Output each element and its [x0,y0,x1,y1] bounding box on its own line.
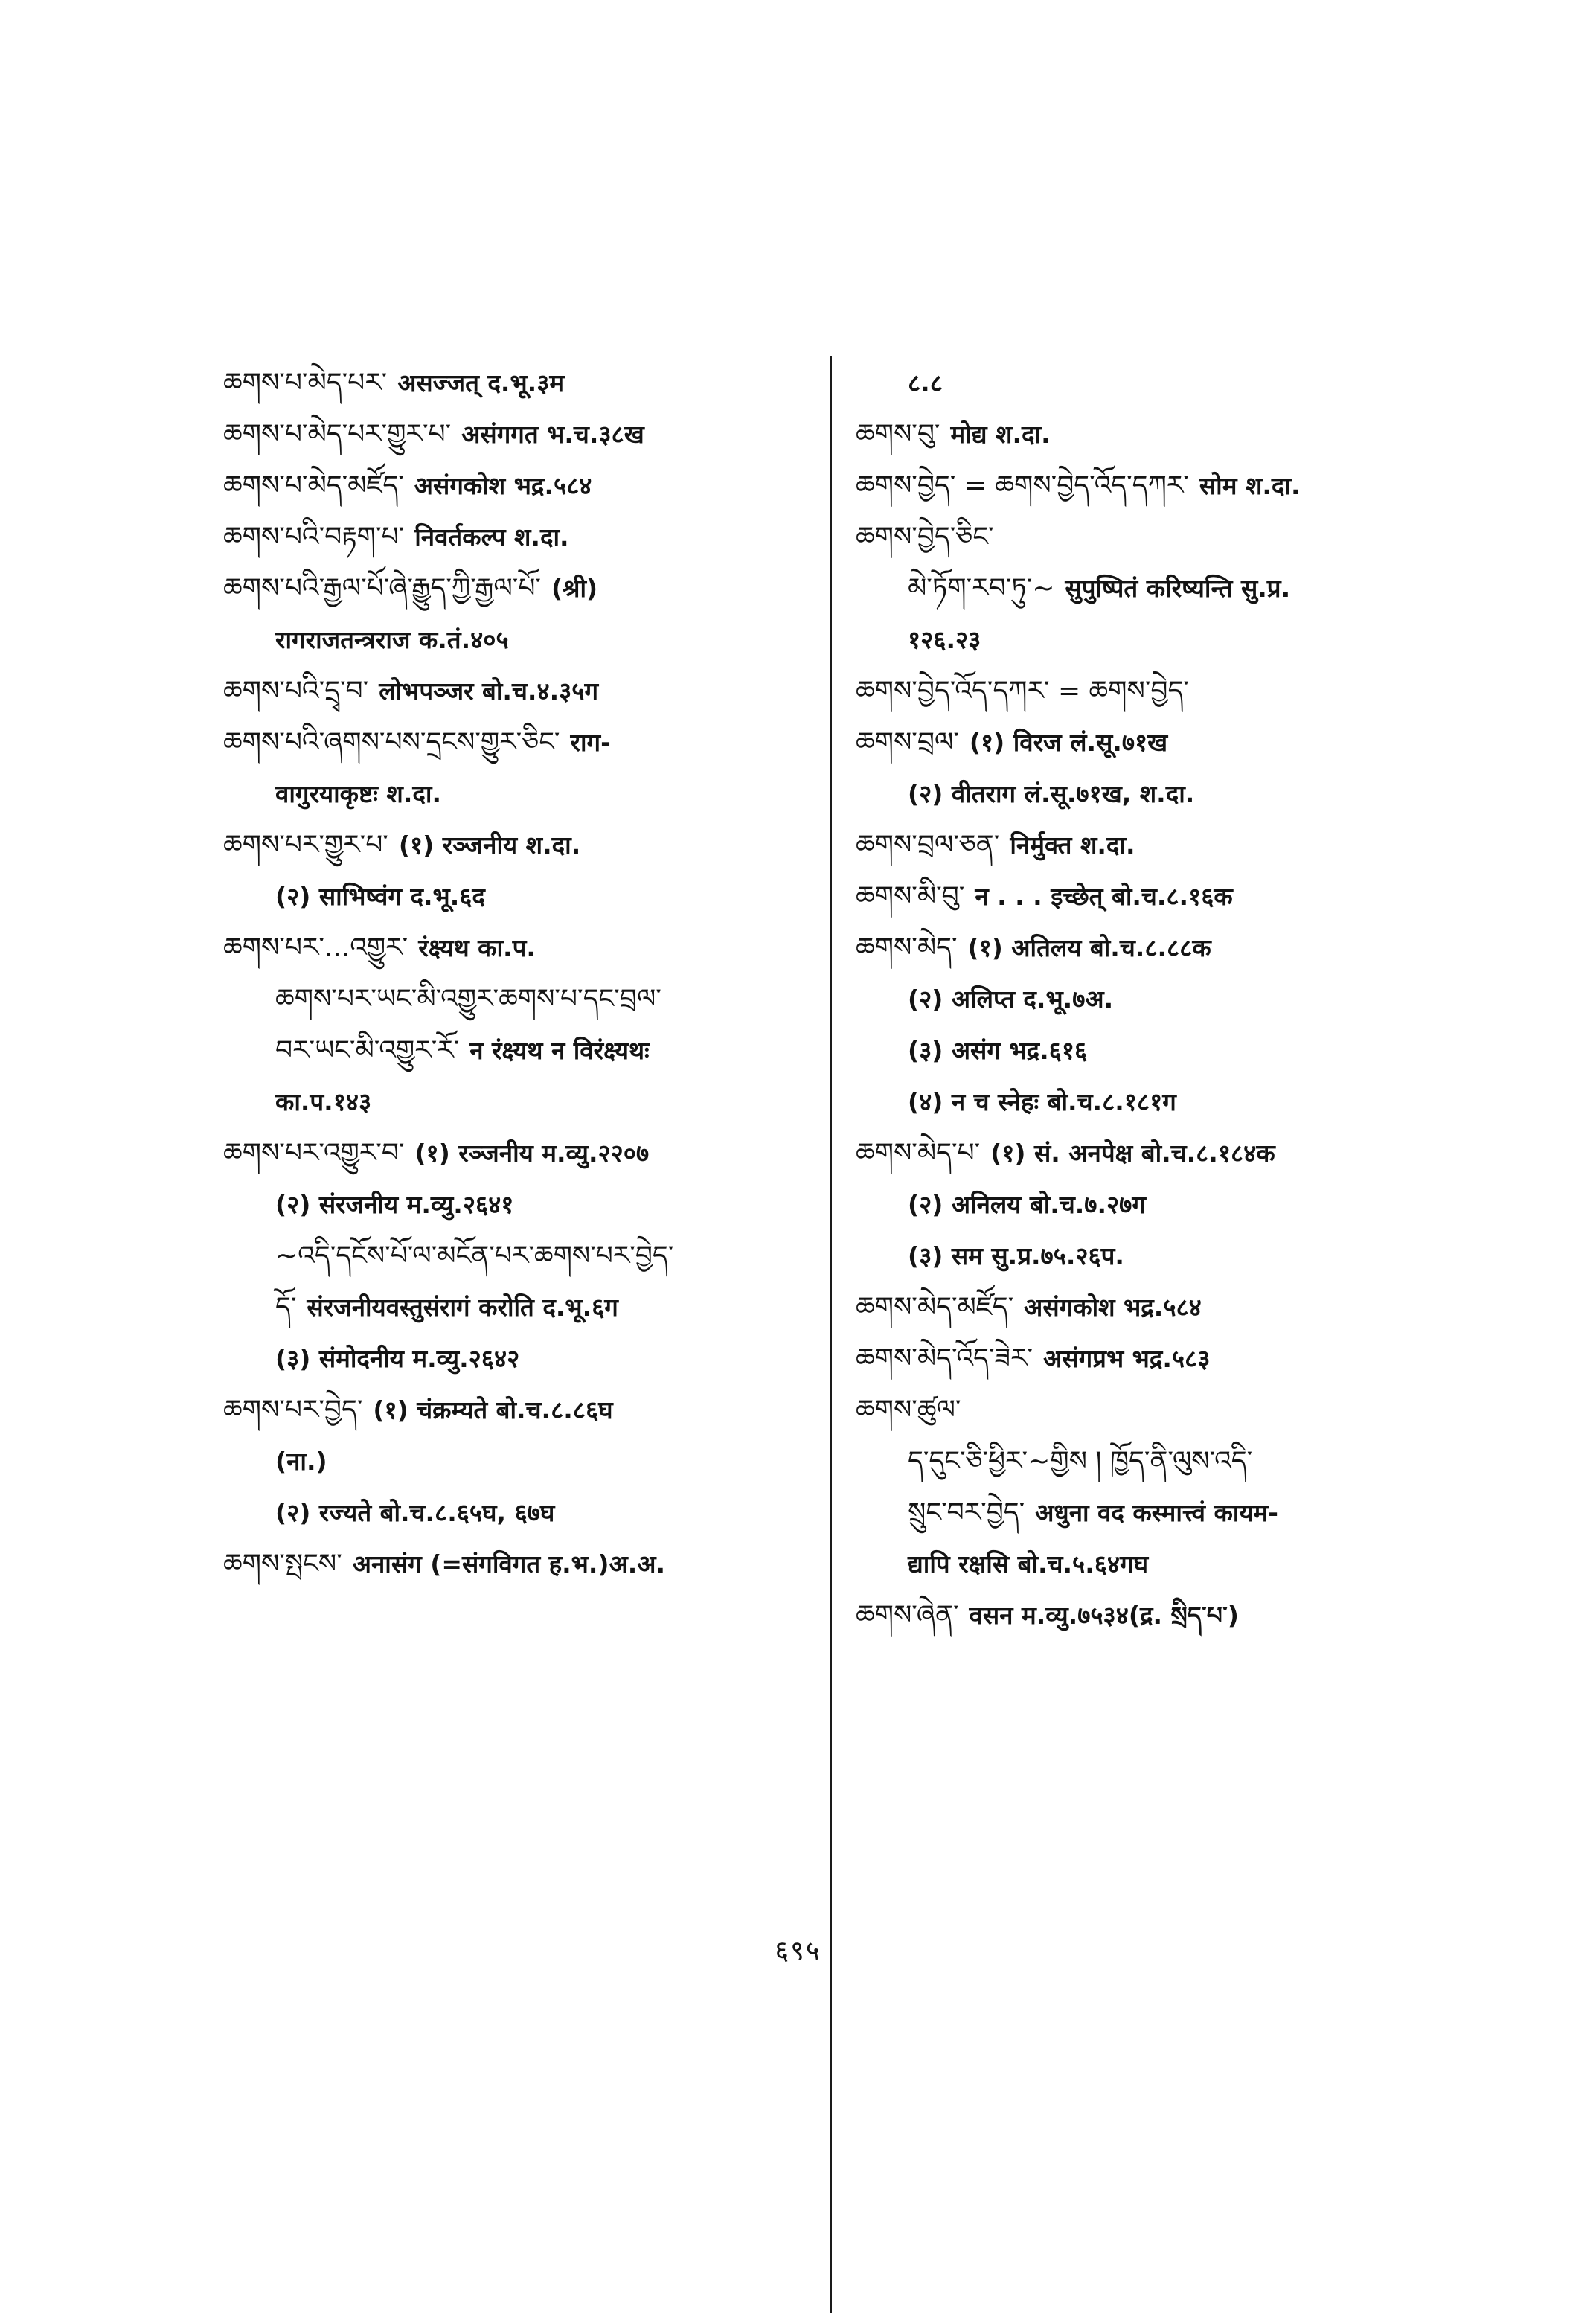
sanskrit-equivalent: न . . . इच्छेत् बो.च.८.१६क [975,882,1233,911]
entry-line [856,1025,1473,1076]
sanskrit-equivalent: (१) विरज लं.सू.७१ख [969,728,1168,757]
sanskrit-equivalent: (२) साभिष्वंग द.भू.६द [275,882,485,911]
left-column [223,357,848,1590]
entry-line [223,1025,848,1076]
entry-line [223,922,848,973]
sanskrit-equivalent: १२६.२३ [908,625,981,654]
entry-line [223,1076,848,1127]
entry-line [223,1487,848,1538]
tibetan-headword: ཆགས་མེད་འོད་ཟེར་ [856,1343,1033,1374]
entry-line [856,768,1473,819]
entry-line [223,973,848,1025]
sanskrit-equivalent: असज्जत् द.भू.३म [397,368,565,397]
tibetan-headword: ཆགས་པའི་དྲྭ་བ་ [223,676,369,706]
tibetan-headword: བར་ཡང་མི་འགྱུར་རོ་ [275,1035,460,1066]
entry-line [223,1538,848,1590]
entry-line [223,1333,848,1384]
tibetan-headword: ཆགས་བྲལ་ཅན་ [856,830,1000,860]
entry-line [856,1179,1473,1230]
entry-line [856,460,1473,511]
sanskrit-equivalent: का.प.१४३ [275,1087,372,1116]
tibetan-headword: ~འདི་དངོས་པོ་ལ་མངོན་པར་ཆགས་པར་བྱེད་ [275,1241,674,1271]
column-divider [830,356,832,2313]
sanskrit-equivalent: (४) न च स्नेहः बो.च.८.१८१ग [908,1087,1176,1116]
tibetan-headword: ཆགས་པའི་རྒྱལ་པོ་ཞེ་རྒྱུད་ཀྱི་རྒྱལ་པོ་ [223,573,541,604]
sanskrit-equivalent: (२) वीतराग लं.सू.७१ख, श.दा. [908,779,1195,808]
tibetan-headword: ཆགས་མེད་མཛོད་ [856,1292,1014,1322]
entry-line [856,717,1473,768]
sanskrit-equivalent: निवर्तकल्प श.दा. [414,522,569,551]
entry-line [856,1538,1473,1590]
tibetan-headword: དོ་ [275,1292,297,1322]
entry-line [223,357,848,409]
tibetan-headword: ཆགས་སྤངས་ [223,1549,342,1579]
entry-line [223,1179,848,1230]
sanskrit-equivalent: (१) अतिलय बो.च.८.८८क [967,933,1211,962]
sanskrit-equivalent: रंक्ष्यथ का.प. [418,933,536,962]
entry-line [223,614,848,665]
entry-line [223,665,848,717]
tibetan-headword: ཆགས་བུ་ [856,419,940,450]
entry-line [223,871,848,922]
sanskrit-equivalent: न रंक्ष्यथ न विरंक्ष्यथः [469,1036,650,1065]
sanskrit-equivalent: निर्मुक्त श.दा. [1010,831,1135,860]
entry-line [856,973,1473,1025]
entry-line [223,1282,848,1333]
entry-line [223,1384,848,1436]
tibetan-headword: ཆགས་མི་བུ་ [856,881,965,912]
tibetan-headword: ཆགས་པ་མེད་པར་ [223,368,388,398]
entry-line [856,871,1473,922]
entry-line [223,768,848,819]
tibetan-headword: ཆགས་པ་མེད་པར་གྱུར་པ་ [223,419,452,450]
entry-line [856,922,1473,973]
entry-line [223,1436,848,1487]
entry-line [856,409,1473,460]
sanskrit-equivalent: सुपुष्पितं करिष्यन्ति सु.प्र. [1065,574,1291,603]
entry-line [856,1487,1473,1538]
entry-line [856,1436,1473,1487]
sanskrit-equivalent: असंगकोश भद्र.५८४ [414,471,592,500]
tibetan-headword: ཆགས་བྲལ་ [856,727,959,758]
sanskrit-equivalent: मोद्य श.दा. [950,420,1051,449]
tibetan-headword: ཆགས་མེད་ [856,932,958,963]
sanskrit-equivalent: अधुना वद कस्मात्त्वं कायम- [1035,1498,1278,1527]
tibetan-headword: ཆགས་མེད་པ་ [856,1138,981,1168]
tibetan-headword: ཆགས་བྱེད་ཅིང་ [856,522,994,552]
entry-line [856,1076,1473,1127]
tibetan-headword: ཆགས་པར་འགྱུར་བ་ [223,1138,405,1168]
tibetan-headword: མེ་ཏོག་རབ་ཏུ་~ [908,573,1055,604]
sanskrit-equivalent: लोभपञ्जर बो.च.४.३५ग [379,676,599,706]
sanskrit-equivalent: (१) सं. अनपेक्ष बो.च.८.१८४क [990,1139,1275,1168]
entry-line [223,819,848,871]
sanskrit-equivalent: (श्री) [551,574,598,603]
sanskrit-equivalent: (३) असंग भद्र.६१६ [908,1036,1088,1065]
tibetan-headword: ཆགས་པའི་ཞགས་པས་དྲངས་གྱུར་ཅིང་ [223,727,560,758]
sanskrit-equivalent: असंगकोश भद्र.५८४ [1024,1293,1202,1322]
tibetan-headword: ཆགས་པར་ཡང་མི་འགྱུར་ཆགས་པ་དང་བྲལ་ [275,984,661,1014]
sanskrit-equivalent: (३) संमोदनीय म.व्यु.२६४२ [275,1344,520,1373]
entry-line [223,1127,848,1179]
entry-line [223,409,848,460]
sanskrit-equivalent: (२) अलिप्त द.भू.७अ. [908,985,1114,1014]
entry-line [856,665,1473,717]
tibetan-headword: ཆགས་པ་མེད་མཛོད་ [223,470,404,501]
page-number: ६९५ [775,1936,821,1966]
sanskrit-equivalent: द्यापि रक्षसि बो.च.५.६४गघ [908,1549,1149,1578]
entry-line [856,1384,1473,1436]
sanskrit-equivalent: वसन म.व्यु.७५३४(द्र. སྲིད་པ་) [969,1601,1239,1630]
tibetan-headword: ད་དུང་ཅི་ཕྱིར་~གྱིས ། ཁྱོད་ནི་ལུས་འདི་ [908,1446,1253,1477]
tibetan-headword: ཆགས་པར་...འགྱུར་ [223,932,408,963]
entry-line [223,511,848,563]
sanskrit-equivalent: (२) अनिलय बो.च.७.२७ग [908,1190,1146,1219]
entry-line [856,1333,1473,1384]
entry-line [856,563,1473,614]
entry-line [223,563,848,614]
sanskrit-equivalent: (ना.) [275,1447,327,1476]
entry-line [856,1282,1473,1333]
tibetan-headword: ཆགས་ཞེན་ [856,1600,959,1631]
entry-line [856,1127,1473,1179]
sanskrit-equivalent: असंगगत भ.च.३८ख [461,420,644,449]
sanskrit-equivalent: (२) संरजनीय म.व्यु.२६४१ [275,1190,514,1219]
sanskrit-equivalent: वागुरयाकृष्टः श.दा. [275,779,442,808]
tibetan-headword: ཆགས་པར་གྱུར་པ་ [223,830,388,860]
tibetan-headword: སྲུང་བར་བྱེད་ [908,1497,1025,1528]
entry-line [856,511,1473,563]
sanskrit-equivalent: ८.८ [908,368,943,397]
sanskrit-equivalent: (१) चंक्रम्यते बो.च.८.८६घ [373,1395,613,1424]
entry-line [223,1230,848,1282]
sanskrit-equivalent: (१) रञ्जनीय म.व्यु.२२०७ [414,1139,650,1168]
tibetan-headword: ཆགས་པར་བྱེད་ [223,1395,363,1425]
entry-line [223,717,848,768]
sanskrit-equivalent: (२) रज्यते बो.च.८.६५घ, ६७घ [275,1498,555,1527]
sanskrit-equivalent: (३) सम सु.प्र.७५.२६प. [908,1241,1124,1270]
entry-line [856,1590,1473,1641]
entry-line [856,614,1473,665]
tibetan-headword: ཆགས་པའི་བརྟག་པ་ [223,522,405,552]
sanskrit-equivalent: रागराजतन्त्रराज क.तं.४०५ [275,625,509,654]
right-column [856,357,1473,1641]
entry-line [856,1230,1473,1282]
sanskrit-equivalent: असंगप्रभ भद्र.५८३ [1043,1344,1211,1373]
sanskrit-equivalent: सोम श.दा. [1199,471,1301,500]
tibetan-headword: ཆགས་ཚུལ་ [856,1395,961,1425]
tibetan-headword: ཆགས་བྱེད་འོད་དཀར་ = ཆགས་བྱེད་ [856,676,1189,706]
sanskrit-equivalent: अनासंग (=संगविगत ह.भ.)अ.अ. [352,1549,665,1578]
tibetan-headword: ཆགས་བྱེད་ = ཆགས་བྱེད་འོད་དཀར་ [856,470,1189,501]
sanskrit-equivalent: राग- [570,728,611,757]
sanskrit-equivalent: (१) रञ्जनीय श.दा. [398,831,581,860]
entry-line [856,357,1473,409]
entry-line [223,460,848,511]
entry-line [856,819,1473,871]
sanskrit-equivalent: संरजनीयवस्तुसंरागं करोति द.भू.६ग [307,1293,618,1322]
